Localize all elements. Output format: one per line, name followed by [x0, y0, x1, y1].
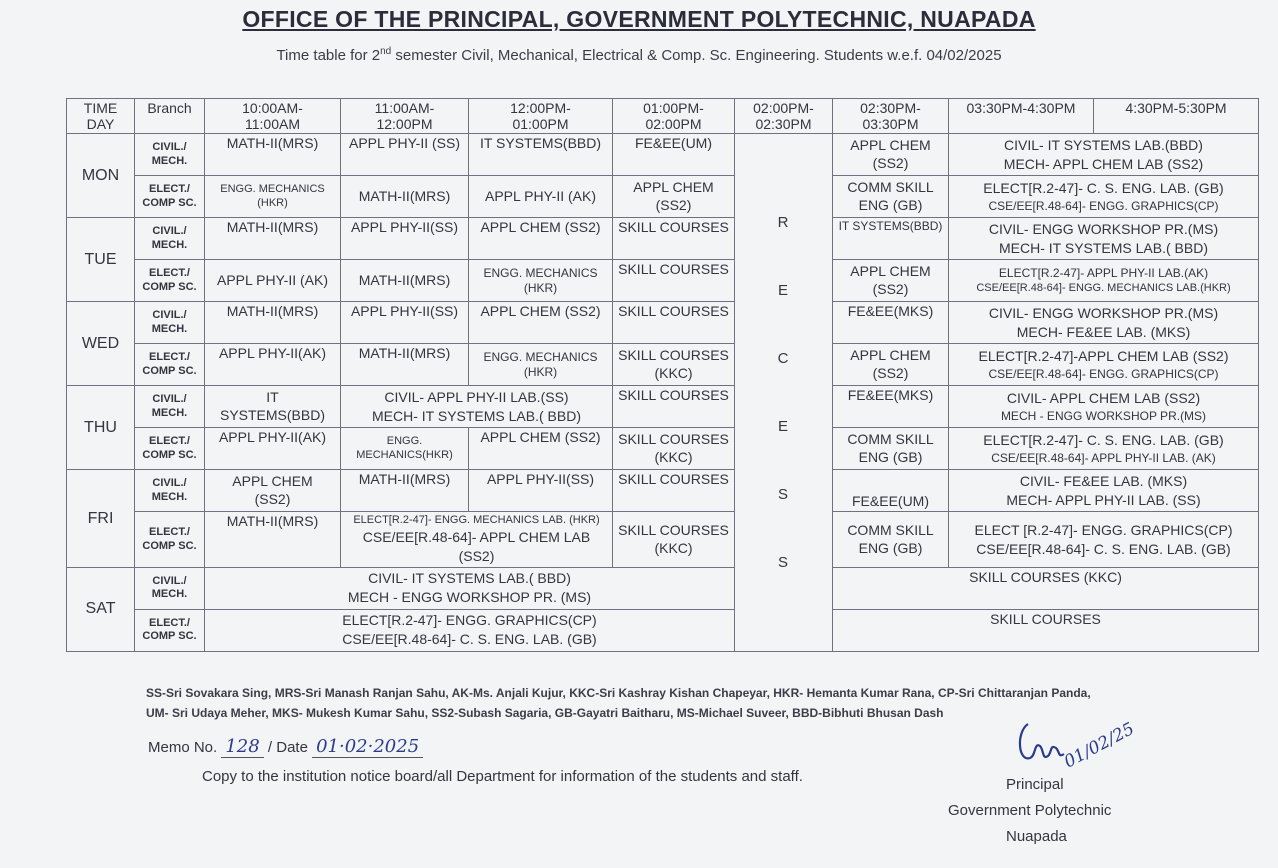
slot-header-3: 12:00PM- 01:00PM [469, 99, 613, 134]
branch-elect-comp: ELECT./ COMP SC. [135, 176, 205, 218]
cell-wed-ele-lab: ELECT[R.2-47]-APPL CHEM LAB (SS2) CSE/EE[R.48-64]- ENGG. GRAPHICS(CP) [949, 344, 1259, 386]
cell-tue-ele-1: APPL PHY-II (AK) [205, 260, 341, 302]
cell-mon-civ-2: APPL PHY-II (SS) [341, 134, 469, 176]
cell-mon-civ-1: MATH-II(MRS) [205, 134, 341, 176]
cell-thu-civ-lab: CIVIL- APPL PHY-II LAB.(SS) MECH- IT SYSTEMS LAB.( BBD) [341, 386, 613, 428]
cell-mon-civ-4: FE&EE(UM) [613, 134, 735, 176]
sign-place: Nuapada [1006, 828, 1067, 845]
recess-column [735, 134, 833, 652]
cell-fri-civ-6: FE&EE(UM) [833, 470, 949, 512]
cell-fri-ele-6: COMM SKILL ENG (GB) [833, 512, 949, 568]
branch-civil-mech: CIVIL./ MECH. [135, 470, 205, 512]
branch-civil-mech: CIVIL./ MECH. [135, 567, 205, 609]
cell-tue-ele-6: APPL CHEM (SS2) [833, 260, 949, 302]
day-label-fri: FRI [67, 470, 135, 568]
cell-tue-ele-lab: ELECT[R.2-47]- APPL PHY-II LAB.(AK) CSE/EE[R.48-64]- ENGG. MECHANICS LAB.(HKR) [949, 260, 1259, 302]
branch-header: Branch [135, 99, 205, 134]
cell-mon-ele-1: ENGG. MECHANICS (HKR) [205, 176, 341, 218]
wed-civil-row [67, 302, 1259, 344]
memo-label: Memo No. [148, 739, 218, 756]
cell-wed-civ-3: APPL CHEM (SS2) [469, 302, 613, 344]
cell-fri-ele-4: SKILL COURSES (KKC) [613, 512, 735, 568]
recess-letter: S [777, 553, 789, 571]
cell-mon-ele-lab: ELECT[R.2-47]- C. S. ENG. LAB. (GB) CSE/EE[R.48-64]- ENGG. GRAPHICS(CP) [949, 176, 1259, 218]
recess-letter: R [777, 213, 790, 231]
cell-mon-civ-3: IT SYSTEMS(BBD) [469, 134, 613, 176]
subtitle-post: semester Civil, Mechanical, Electrical & Comp. Sc. Engineering. Students w.e.f. 04/02/2025 [391, 47, 1002, 64]
slot-header-recess: 02:00PM- 02:30PM [735, 99, 833, 134]
copy-note: Copy to the institution notice board/all Department for information of the students and staff. [202, 768, 803, 785]
slot-header-7: 03:30PM-4:30PM [949, 99, 1094, 134]
day-label-wed: WED [67, 302, 135, 386]
memo-separator: / [267, 739, 273, 756]
cell-thu-ele-lab: ELECT[R.2-47]- C. S. ENG. LAB. (GB) CSE/EE[R.48-64]- APPL PHY-II LAB. (AK) [949, 428, 1259, 470]
signature-stroke [1020, 724, 1064, 758]
cell-fri-civ-lab: CIVIL- FE&EE LAB. (MKS) MECH- APPL PHY-II LAB. (SS) [949, 470, 1259, 512]
page-title: OFFICE OF THE PRINCIPAL, GOVERNMENT POLYTECHNIC, NUAPADA [242, 6, 1036, 32]
subtitle-sup: nd [380, 46, 392, 57]
cell-thu-ele-3: APPL CHEM (SS2) [469, 428, 613, 470]
sign-title: Principal [1006, 776, 1064, 793]
cell-tue-ele-3: ENGG. MECHANICS (HKR) [469, 260, 613, 302]
branch-elect-comp: ELECT./ COMP SC. [135, 609, 205, 651]
page-subtitle [0, 46, 1278, 64]
day-label-thu: THU [67, 386, 135, 470]
cell-mon-ele-6: COMM SKILL ENG (GB) [833, 176, 949, 218]
cell-fri-civ-1: APPL CHEM (SS2) [205, 470, 341, 512]
branch-civil-mech: CIVIL./ MECH. [135, 386, 205, 428]
cell-thu-ele-4: SKILL COURSES (KKC) [613, 428, 735, 470]
fri-elect-row [67, 512, 1259, 568]
cell-sat-ele-afternoon: SKILL COURSES [833, 609, 1259, 651]
cell-tue-civ-6: IT SYSTEMS(BBD) [833, 218, 949, 260]
slot-header-2: 11:00AM- 12:00PM [341, 99, 469, 134]
cell-thu-ele-2: ENGG. MECHANICS(HKR) [341, 428, 469, 470]
cell-wed-ele-3: ENGG. MECHANICS (HKR) [469, 344, 613, 386]
cell-fri-civ-3: APPL PHY-II(SS) [469, 470, 613, 512]
slot-header-6: 02:30PM- 03:30PM [833, 99, 949, 134]
cell-wed-civ-6: FE&EE(MKS) [833, 302, 949, 344]
cell-mon-civ-lab: CIVIL- IT SYSTEMS LAB.(BBD) MECH- APPL CHEM LAB (SS2) [949, 134, 1259, 176]
branch-civil-mech: CIVIL./ MECH. [135, 218, 205, 260]
tue-elect-row [67, 260, 1259, 302]
cell-mon-ele-4: APPL CHEM (SS2) [613, 176, 735, 218]
cell-mon-ele-2: MATH-II(MRS) [341, 176, 469, 218]
subtitle-pre: Time table for 2 [276, 47, 381, 64]
mon-civil-row [67, 134, 1259, 176]
branch-elect-comp: ELECT./ COMP SC. [135, 512, 205, 568]
cell-tue-ele-2: MATH-II(MRS) [341, 260, 469, 302]
cell-thu-civ-6: FE&EE(MKS) [833, 386, 949, 428]
cell-fri-civ-2: MATH-II(MRS) [341, 470, 469, 512]
branch-elect-comp: ELECT./ COMP SC. [135, 260, 205, 302]
cell-thu-civ-lab2: CIVIL- APPL CHEM LAB (SS2) MECH - ENGG WORKSHOP PR.(MS) [949, 386, 1259, 428]
wed-elect-row [67, 344, 1259, 386]
day-label-tue: TUE [67, 218, 135, 302]
sign-institution: Government Polytechnic [948, 802, 1112, 819]
cell-wed-ele-1: APPL PHY-II(AK) [205, 344, 341, 386]
cell-wed-ele-4: SKILL COURSES (KKC) [613, 344, 735, 386]
cell-mon-civ-6: APPL CHEM (SS2) [833, 134, 949, 176]
branch-civil-mech: CIVIL./ MECH. [135, 302, 205, 344]
tue-civil-row [67, 218, 1259, 260]
mon-elect-row [67, 176, 1259, 218]
cell-wed-civ-4: SKILL COURSES [613, 302, 735, 344]
cell-tue-civ-3: APPL CHEM (SS2) [469, 218, 613, 260]
date-label: Date [276, 739, 308, 756]
cell-tue-civ-2: APPL PHY-II(SS) [341, 218, 469, 260]
legend-line-2: UM- Sri Udaya Meher, MKS- Mukesh Kumar Sahu, SS2-Subash Sagaria, GB-Gayatri Baitharu, MS-Michael Suveer, BBD-Bibhuti Bhusan Dash [146, 706, 944, 720]
cell-tue-ele-4: SKILL COURSES [613, 260, 735, 302]
cell-wed-ele-6: APPL CHEM (SS2) [833, 344, 949, 386]
sat-civil-row [67, 567, 1259, 609]
timetable [66, 98, 1259, 652]
cell-thu-ele-6: COMM SKILL ENG (GB) [833, 428, 949, 470]
fri-civil-row [67, 470, 1259, 512]
cell-fri-ele-lab: ELECT[R.2-47]- ENGG. MECHANICS LAB. (HKR) CSE/EE[R.48-64]- APPL CHEM LAB (SS2) [341, 512, 613, 568]
slot-header-8: 4:30PM-5:30PM [1094, 99, 1259, 134]
cell-tue-civ-1: MATH-II(MRS) [205, 218, 341, 260]
cell-thu-civ-1: IT SYSTEMS(BBD) [205, 386, 341, 428]
cell-sat-ele-lab: ELECT[R.2-47]- ENGG. GRAPHICS(CP) CSE/EE[R.48-64]- C. S. ENG. LAB. (GB) [205, 609, 735, 651]
cell-wed-civ-lab: CIVIL- ENGG WORKSHOP PR.(MS) MECH- FE&EE LAB. (MKS) [949, 302, 1259, 344]
branch-elect-comp: ELECT./ COMP SC. [135, 344, 205, 386]
day-label-sat: SAT [67, 567, 135, 651]
memo-number: 128 [221, 736, 263, 758]
cell-wed-civ-2: APPL PHY-II(SS) [341, 302, 469, 344]
branch-elect-comp: ELECT./ COMP SC. [135, 428, 205, 470]
slot-header-1: 10:00AM- 11:00AM [205, 99, 341, 134]
cell-mon-ele-3: APPL PHY-II (AK) [469, 176, 613, 218]
thu-elect-row [67, 428, 1259, 470]
recess-letter: S [777, 485, 789, 503]
branch-civil-mech: CIVIL./ MECH. [135, 134, 205, 176]
cell-tue-civ-lab: CIVIL- ENGG WORKSHOP PR.(MS) MECH- IT SYSTEMS LAB.( BBD) [949, 218, 1259, 260]
memo-date: 01·02·2025 [312, 736, 423, 758]
time-day-header: TIME DAY [67, 99, 135, 134]
cell-wed-civ-1: MATH-II(MRS) [205, 302, 341, 344]
cell-thu-civ-4: SKILL COURSES [613, 386, 735, 428]
recess-letter: E [777, 417, 789, 435]
day-label-mon: MON [67, 134, 135, 218]
recess-letter: E [777, 281, 789, 299]
recess-letter: C [777, 349, 790, 367]
cell-tue-civ-4: SKILL COURSES [613, 218, 735, 260]
cell-fri-ele-1: MATH-II(MRS) [205, 512, 341, 568]
signature-date: 01/02/25 [1060, 718, 1138, 773]
thu-civil-row [67, 386, 1259, 428]
signature-block [940, 772, 1140, 850]
cell-fri-ele-lab2: ELECT [R.2-47]- ENGG. GRAPHICS(CP) CSE/EE[R.48-64]- C. S. ENG. LAB. (GB) [949, 512, 1259, 568]
cell-thu-ele-1: APPL PHY-II(AK) [205, 428, 341, 470]
cell-wed-ele-2: MATH-II(MRS) [341, 344, 469, 386]
memo-line [148, 736, 423, 757]
slot-header-4: 01:00PM- 02:00PM [613, 99, 735, 134]
cell-sat-civ-lab: CIVIL- IT SYSTEMS LAB.( BBD) MECH - ENGG WORKSHOP PR. (MS) [205, 567, 735, 609]
sat-elect-row [67, 609, 1259, 651]
legend-line-1: SS-Sri Sovakara Sing, MRS-Sri Manash Ranjan Sahu, AK-Ms. Anjali Kujur, KKC-Sri Kashray Kishan Chapeyar, HKR- Hemanta Kumar Rana, CP-Sri Chittaranjan Panda, [146, 686, 1091, 700]
cell-fri-civ-4: SKILL COURSES [613, 470, 735, 512]
header-row [67, 99, 1259, 134]
cell-sat-civ-afternoon: SKILL COURSES (KKC) [833, 567, 1259, 609]
